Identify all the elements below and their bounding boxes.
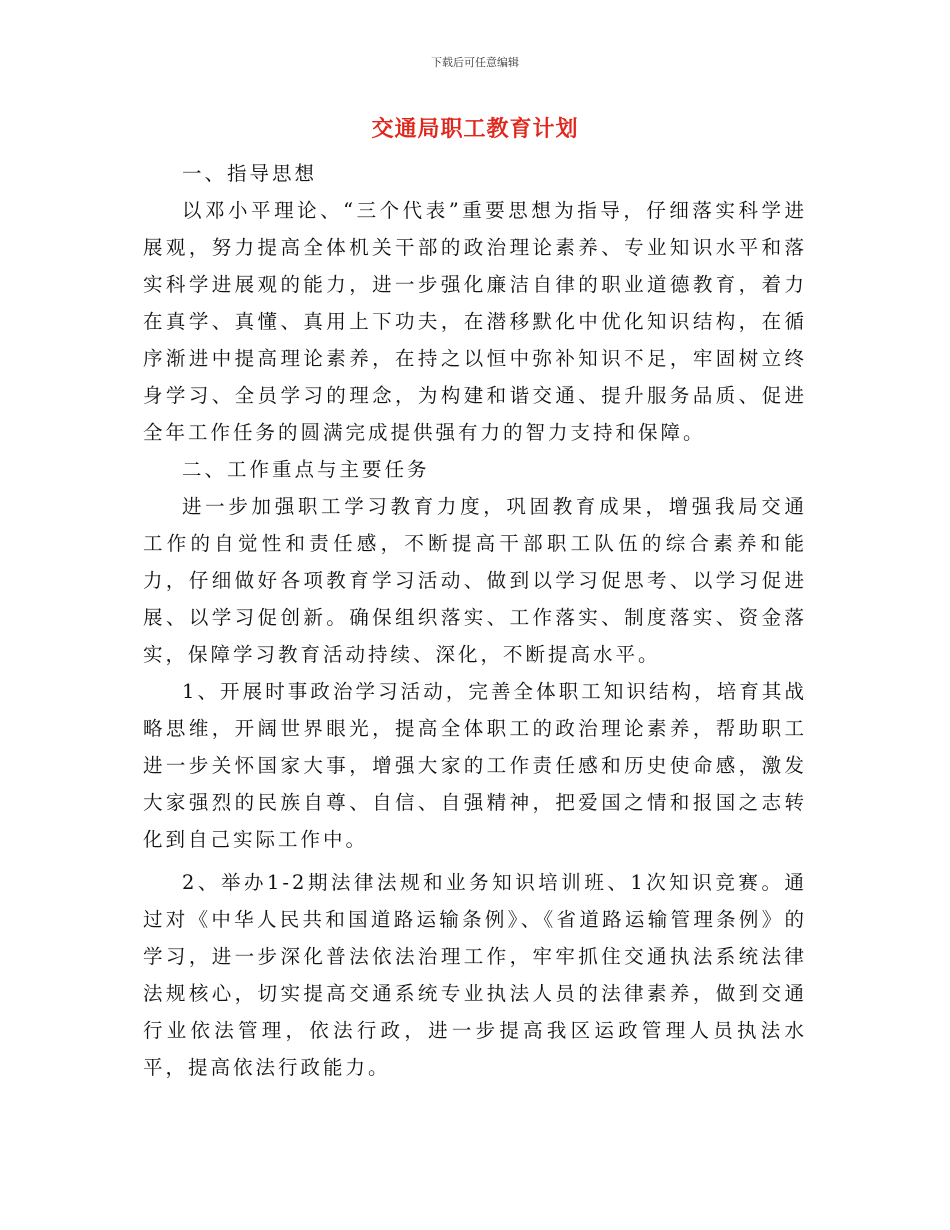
section-heading-guiding-thought: 一、指导思想 (182, 162, 318, 185)
paragraph-item-1: 1、开展时事政治学习活动，完善全体职工知识结构，培育其战略思维，开阔世界眼光，提高全体职工的政治理论素养，帮助职工进一步关怀国家大事，增强大家的工作责任感和历史使命感，激发大家强烈的民族自尊、自信、自强精神，把爱国之情和报国之志转化到自己实际工作中。 (143, 680, 807, 851)
paragraph-item-2: 2、举办1-2期法律法规和业务知识培训班、1次知识竞赛。通过对《中华人民共和国道路运输条例》、《省道路运输管理条例》的学习，进一步深化普法依法治理工作，牢牢抓住交通执法系统法律法规核心，切实提高交通系统专业执法人员的法律素养，做到交通行业依法管理，依法行政，进一步提高我区运政管理人员执法水平，提高依法行政能力。 (143, 871, 807, 1079)
section-heading-key-tasks: 二、工作重点与主要任务 (182, 458, 430, 481)
header-note: 下载后可任意编辑 (431, 56, 519, 69)
paragraph-guiding-thought: 以邓小平理论、“三个代表”重要思想为指导，仔细落实科学进展观，努力提高全体机关干部的政治理论素养、专业知识水平和落实科学进展观的能力，进一步强化廉洁自律的职业道德教育，着力在真学、真懂、真用上下功夫，在潜移默化中优化知识结构，在循序渐进中提高理论素养，在持之以恒中弥补知识不足，牢固树立终身学习、全员学习的理念，为构建和谐交通、提升服务品质、促进全年工作任务的圆满完成提供强有力的智力支持和保障。 (143, 199, 807, 444)
document-title: 交通局职工教育计划 (371, 116, 579, 142)
paragraph-key-tasks: 进一步加强职工学习教育力度，巩固教育成果，增强我局交通工作的自觉性和责任感，不断提高干部职工队伍的综合素养和能力，仔细做好各项教育学习活动、做到以学习促思考、以学习促进展、以学习促创新。确保组织落实、工作落实、制度落实、资金落实，保障学习教育活动持续、深化，不断提高水平。 (143, 495, 807, 666)
document-body (143, 155, 807, 1086)
